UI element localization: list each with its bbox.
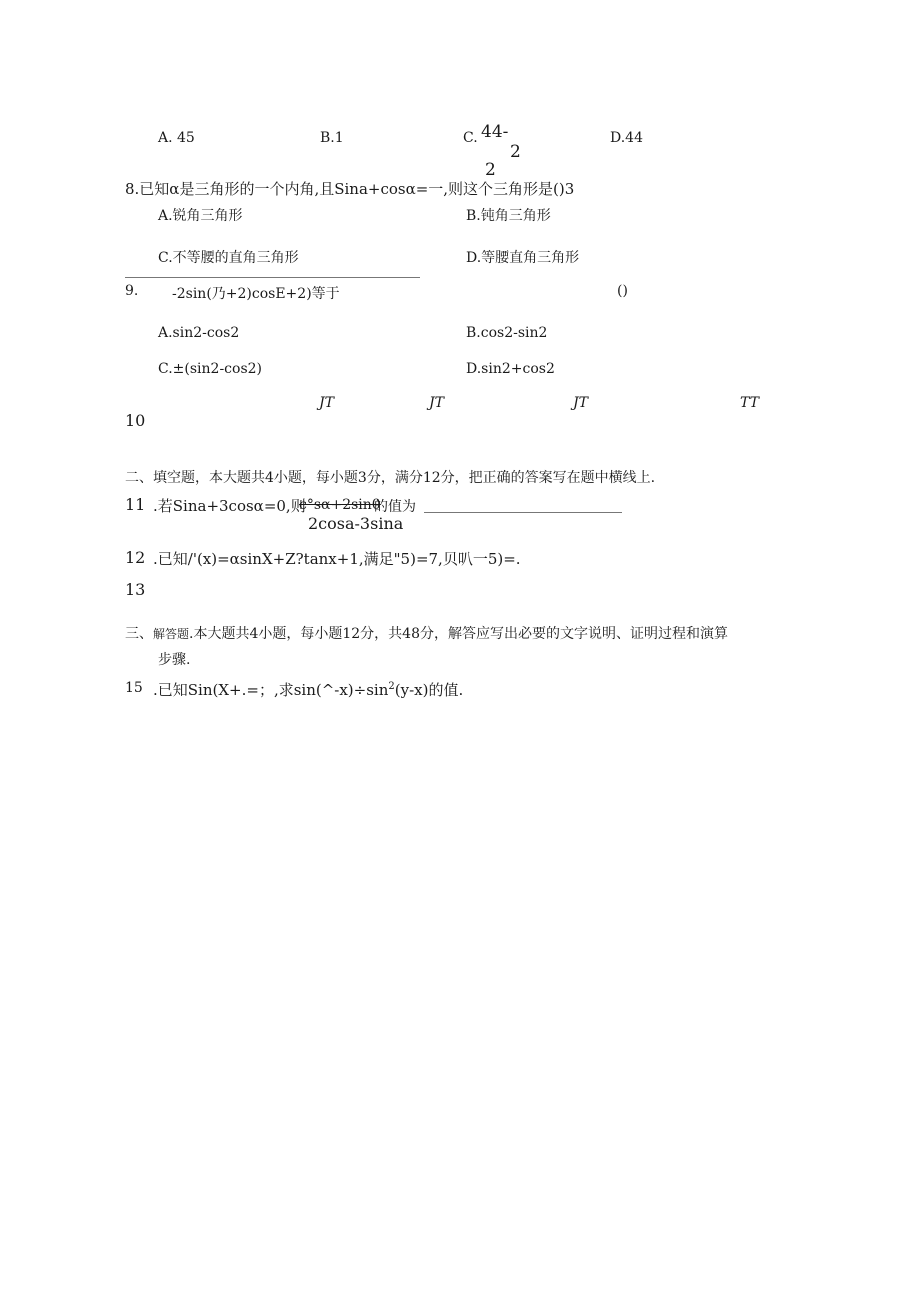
q11-text-prefix: .若Sina+3cosα=0,则 [153, 497, 306, 515]
q12-number: 12 [125, 548, 146, 567]
section2-header: 二、填空题，本大题共4小题，每小题3分，满分12分，把正确的答案写在题中横线上. [125, 470, 656, 486]
q9-number: 9. [125, 283, 139, 299]
q15-number: 15 [125, 680, 143, 696]
q11-number: 11 [125, 495, 146, 514]
q11-answer-blank [424, 512, 622, 513]
section3-header [125, 623, 728, 643]
q11-denominator: 2cosa-3sina [308, 514, 404, 533]
q15-text [153, 679, 463, 700]
q7-option-c-numerator: 44- [481, 122, 509, 142]
q7-option-b: B.1 [320, 130, 344, 146]
q9-option-b: B.cos2-sin2 [466, 325, 548, 341]
q7-option-c-mid: 2 [510, 142, 521, 162]
section3-header-line2: 步骤. [158, 652, 191, 668]
q15-superscript: 2 [388, 681, 395, 692]
q13-number: 13 [125, 580, 146, 599]
q10-option-4: TT [740, 395, 759, 411]
q9-answer-paren: () [617, 283, 628, 299]
q8-stem: 8.已知α是三角形的一个内角,且Sina+cosα=一,则这个三角形是()3 [125, 180, 575, 198]
q11-text-suffix: 的值为 [374, 499, 416, 515]
section3-header-bold: 解答题 [153, 627, 190, 641]
section3-header-rest: .本大题共4小题，每小题12分，共48分，解答应写出必要的文字说明、证明过程和演算 [189, 626, 728, 642]
q9-stem: -2sin(乃+2)cosE+2)等于 [172, 286, 340, 302]
q8-option-b: B.钝角三角形 [466, 208, 551, 224]
q10-option-1: JT [319, 395, 334, 411]
q12-text: .已知/'(x)=αsinX+Z?tanx+1,满足"5)=7,贝叭一5)=. [153, 550, 521, 568]
q11-struck-numerator: c°sα+2sin0 [299, 497, 381, 513]
q10-number: 10 [125, 411, 146, 430]
q8-option-a: A.锐角三角形 [158, 208, 243, 224]
q9-option-a: A.sin2-cos2 [158, 325, 240, 341]
q15-text-b: (y-x)的值. [394, 681, 464, 699]
q9-option-c: C.±(sin2-cos2) [158, 361, 262, 377]
q9-option-d: D.sin2+cos2 [466, 361, 555, 377]
q8-option-d: D.等腰直角三角形 [466, 250, 580, 266]
q7-option-c-denominator: 2 [485, 160, 496, 180]
separator-line [125, 277, 420, 278]
q10-option-3: JT [573, 395, 588, 411]
q7-option-a: A. 45 [158, 130, 195, 146]
q8-option-c: C.不等腰的直角三角形 [158, 250, 299, 266]
q7-option-c-prefix: C. [463, 130, 478, 146]
q7-option-d: D.44 [610, 130, 643, 146]
q15-text-a: .已知Sin(X+.=；,求sin(^-x)÷sin [153, 681, 389, 699]
q10-option-2: JT [429, 395, 444, 411]
section3-header-prefix: 三、 [125, 626, 153, 642]
